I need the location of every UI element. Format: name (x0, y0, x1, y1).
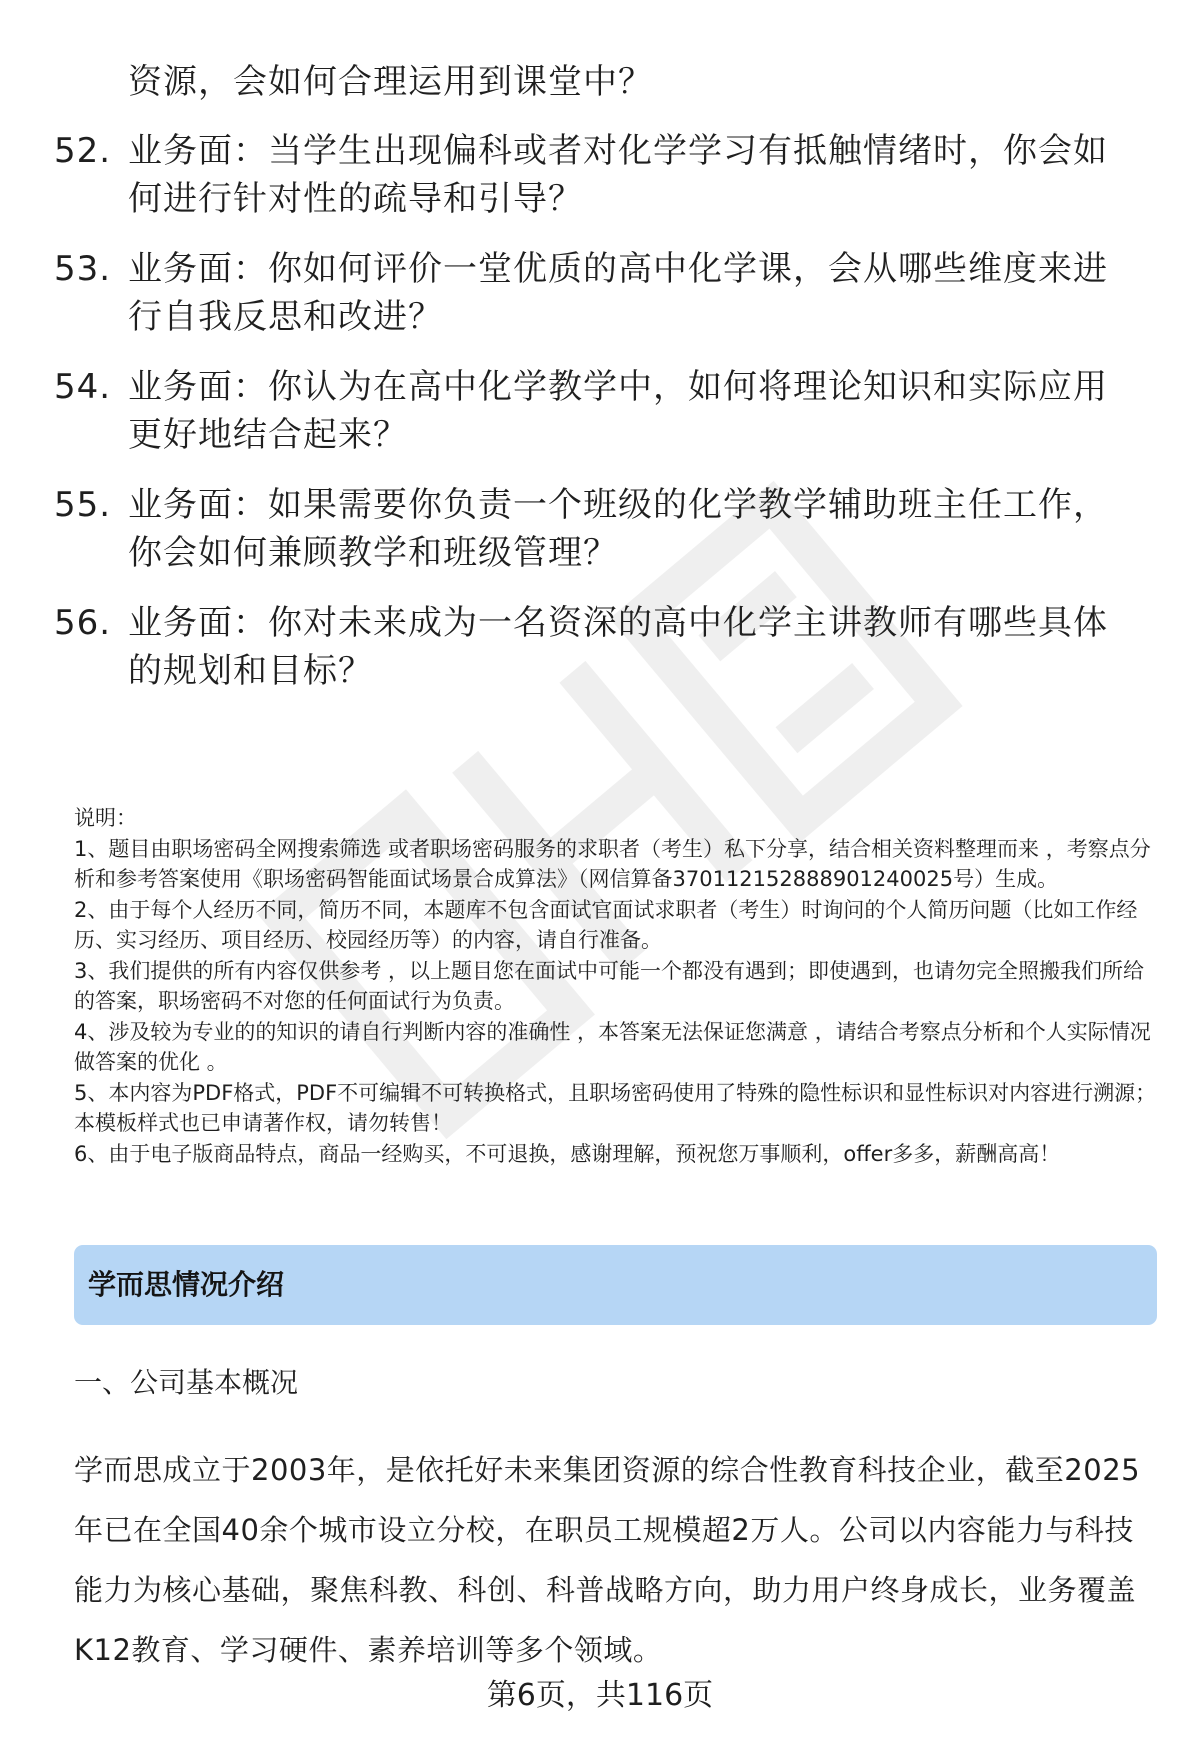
question-number: 56. (54, 603, 112, 643)
question-number: 52. (54, 131, 112, 171)
section-banner (74, 1245, 1157, 1325)
question-number: 55. (54, 485, 112, 525)
company-overview-text: 学而思成立于2003年，是依托好未来集团资源的综合性教育科技企业，截至2025年已在全国40余个城市设立分校，在职员工规模超2万人。公司以内容能力与科技能力为核心基础，聚焦科教、科创、科普战略方向，助力用户终身成长，业务覆盖K12教育、学习硬件、素养培训等多个领域。 (74, 1453, 1141, 1667)
question-number: 54. (54, 367, 112, 407)
question-text: 业务面：你对未来成为一名资深的高中化学主讲教师有哪些具体的规划和目标？ (128, 603, 1108, 691)
question-text: 业务面：你如何评价一堂优质的高中化学课，会从哪些维度来进行自我反思和改进？ (128, 249, 1108, 337)
question-number: 53. (54, 249, 112, 289)
page-number: 第6页，共116页 (486, 1678, 714, 1713)
note-item: 2、由于每个人经历不同，简历不同，本题库不包含面试官面试求职者（考生）时询问的个人简历问题（比如工作经历、实习经历、项目经历、校园经历等）的内容，请自行准备。 (74, 897, 1138, 952)
note-item: 5、本内容为PDF格式，PDF不可编辑不可转换格式，且职场密码使用了特殊的隐性标识和显性标识对内容进行溯源；本模板样式也已申请著作权，请勿转售！ (74, 1080, 1157, 1135)
note-item: 4、涉及较为专业的的知识的请自行判断内容的准确性 ，本答案无法保证您满意 ，请结合考察点分析和个人实际情况做答案的优化 。 (74, 1019, 1151, 1074)
notes-block (74, 803, 1164, 1169)
question-text: 业务面：当学生出现偏科或者对化学学习有抵触情绪时，你会如何进行针对性的疏导和引导？ (128, 131, 1108, 219)
notes-title: 说明： (74, 806, 137, 830)
question-text: 业务面：你认为在高中化学教学中，如何将理论知识和实际应用更好地结合起来？ (128, 367, 1108, 455)
note-item: 6、由于电子版商品特点，商品一经购买，不可退换，感谢理解，预祝您万事顺利，offer多多，薪酬高高！ (74, 1141, 1061, 1166)
section-title: 学而思情况介绍 (88, 1268, 285, 1301)
question-continuation: 资源，会如何合理运用到课堂中？ (128, 62, 653, 102)
note-item: 1、题目由职场密码全网搜索筛选 或者职场密码服务的求职者（考生）私下分享，结合相关资料整理而来 ，考察点分析和参考答案使用《职场密码智能面试场景合成算法》（网信算备370112152888901240025号）生成。 (74, 836, 1151, 891)
question-text: 业务面：如果需要你负责一个班级的化学教学辅助班主任工作，你会如何兼顾教学和班级管理？ (128, 485, 1108, 573)
sub-heading: 一、公司基本概况 (74, 1366, 299, 1399)
note-item: 3、我们提供的所有内容仅供参考 ，以上题目您在面试中可能一个都没有遇到；即使遇到，也请勿完全照搬我们所给的答案，职场密码不对您的任何面试行为负责。 (74, 958, 1145, 1013)
